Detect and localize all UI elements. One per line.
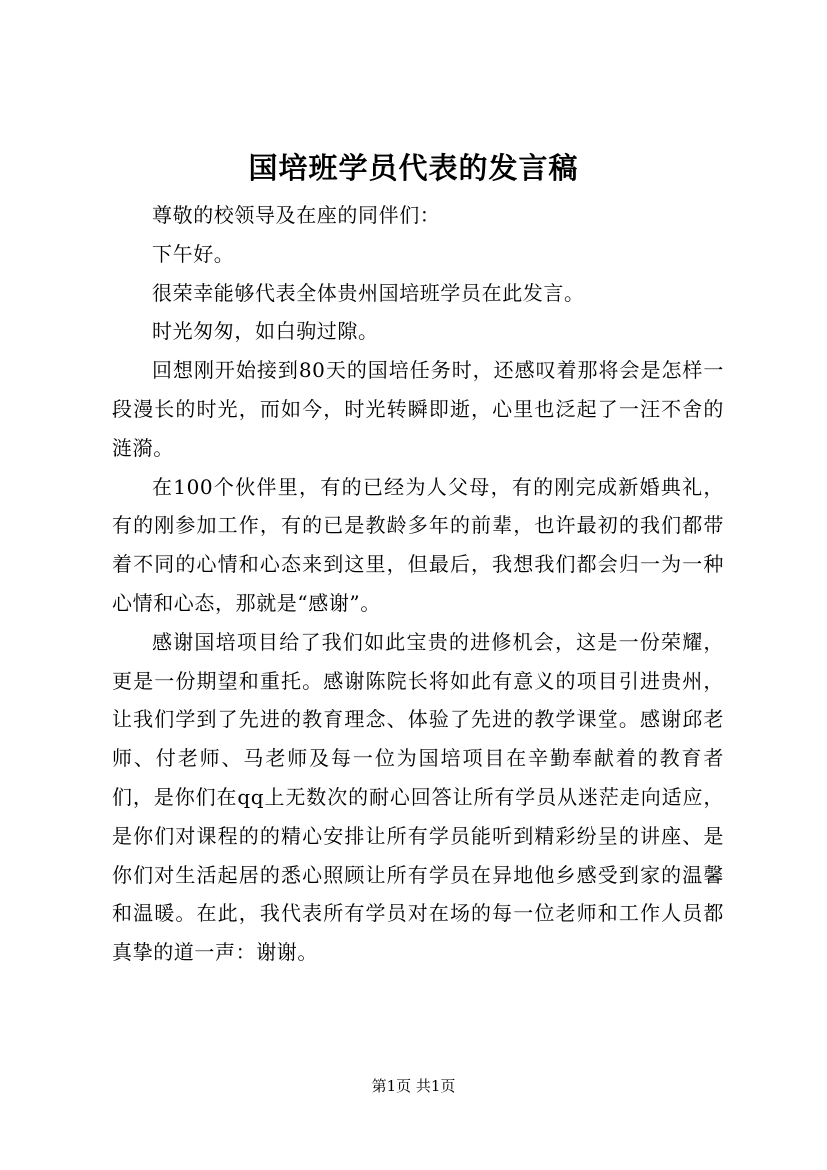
time-paragraph: 时光匆匆，如白驹过隙。	[152, 319, 379, 344]
recall-paragraph: 回想刚开始接到80天的国培任务时，还感叹着那将会是怎样一段漫长的时光，而如今，时光转瞬即逝，心里也泛起了一汪不舍的涟漪。	[112, 358, 724, 460]
greeting-paragraph: 下午好。	[152, 241, 235, 266]
page-number-footer: 第1页 共1页	[371, 1077, 456, 1095]
intro-paragraph: 很荣幸能够代表全体贵州国培班学员在此发言。	[152, 280, 585, 305]
thanks-paragraph: 感谢国培项目给了我们如此宝贵的进修机会，这是一份荣耀，更是一份期望和重托。感谢陈院长将如此有意义的项目引进贵州，让我们学到了先进的教育理念、体验了先进的教学课堂。感谢邱老师、付老师、马老师及每一位为国培项目在辛勤奉献着的教育者们，是你们在qq上无数次的耐心回答让所有学员从迷茫走向适应，是你们对课程的的精心安排让所有学员能听到精彩纷呈的讲座、是你们对生活起居的悉心照顾让所有学员在异地他乡感受到家的温馨和温暖。在此，我代表所有学员对在场的每一位老师和工作人员都真挚的道一声：谢谢。	[112, 629, 724, 965]
salutation-paragraph: 尊敬的校领导及在座的同伴们：	[152, 203, 441, 227]
partners-paragraph: 在100个伙伴里，有的已经为人父母，有的刚完成新婚典礼，有的刚参加工作，有的已是教龄多年的前辈，也许最初的我们都带着不同的心情和心态来到这里，但最后，我想我们都会归一为一种心情和心态，那就是“感谢”。	[112, 474, 724, 615]
document-title: 国培班学员代表的发言稿	[248, 151, 579, 185]
document-body	[112, 196, 724, 972]
